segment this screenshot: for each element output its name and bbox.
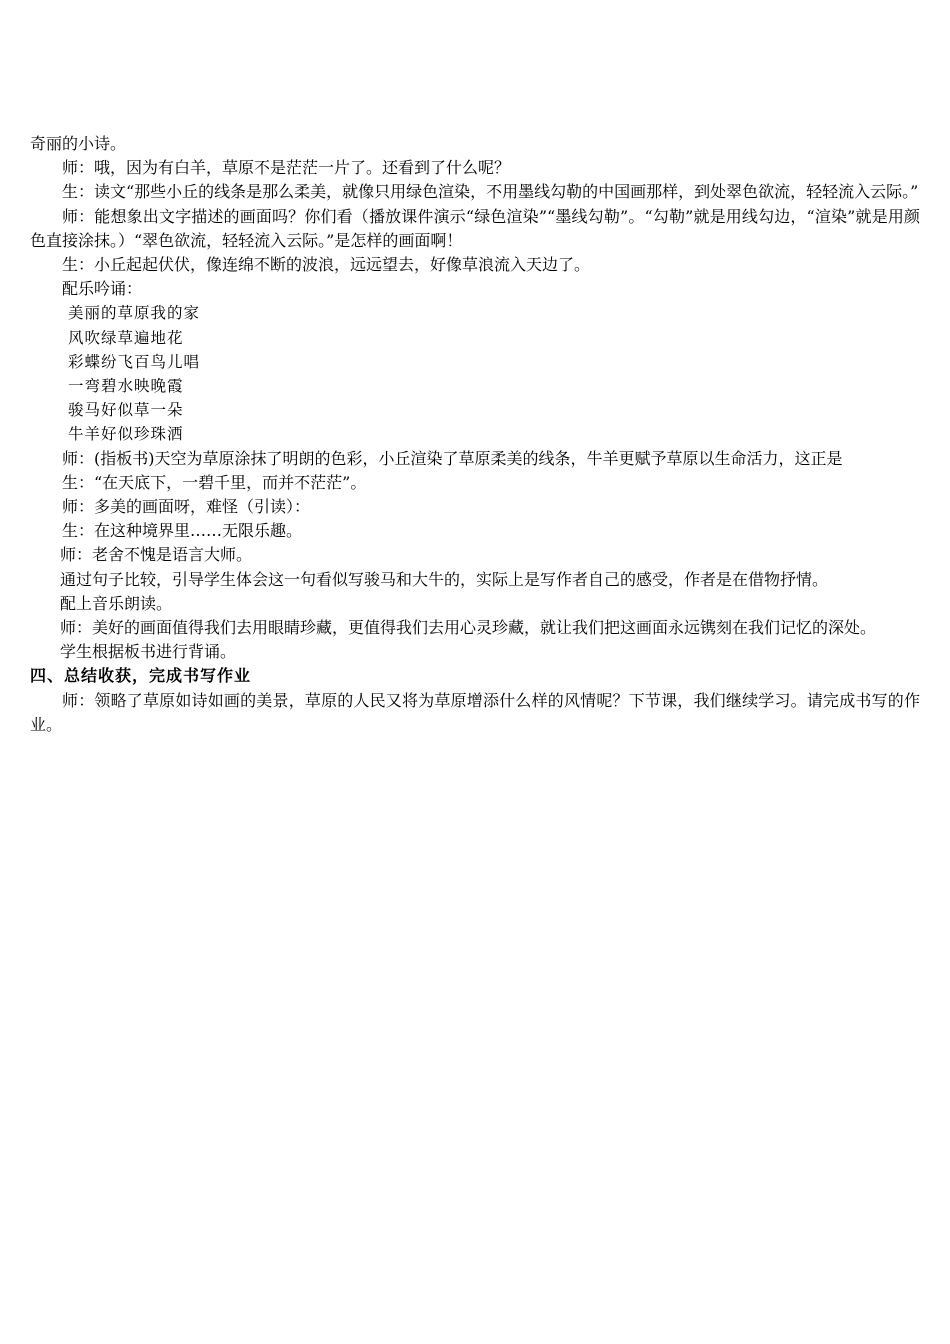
poem-line: 风吹绿草遍地花 [68,328,184,347]
paragraph: 师：(指板书)天空为草原涂抹了明朗的色彩，小丘渲染了草原柔美的线条，牛羊更赋予草原以生命活力，这正是 [62,448,843,468]
poem-line: 骏马好似草一朵 [68,401,184,420]
poem-line: 一弯碧水映晚霞 [68,377,184,396]
poem-line: 美丽的草原我的家 [68,304,201,323]
paragraph: 生：小丘起起伏伏，像连绵不断的波浪，远远望去，好像草浪流入天边了。 [62,255,591,275]
poem-line: 牛羊好似珍珠洒 [68,425,184,444]
document-page [30,132,920,737]
paragraph: 通过句子比较，引导学生体会这一句看似写骏马和大牛的，实际上是写作者自己的感受，作者是在借物抒情。 [60,569,829,589]
paragraph: 生：“在天底下，一碧千里，而并不茫茫”。 [62,472,367,492]
poem-block [30,301,920,446]
paragraph: 师：美好的画面值得我们去用眼睛珍藏，更值得我们去用心灵珍藏，就让我们把这画面永远镌刻在我们记忆的深处。 [60,618,877,638]
paragraph: 师：能想象出文字描述的画面吗？你们看（播放课件演示“绿色渲染”“墨线勾勒”。“勾勒”就是用线勾边，“渲染”就是用颜色直接涂抹。）“翠色欲流，轻轻流入云际。”是怎样的画面啊！ [30,206,920,250]
paragraph: 师：多美的画面呀，难怪（引读）： [62,497,311,517]
paragraph: 生：在这种境界里……无限乐趣。 [62,521,303,541]
paragraph: 奇丽的小诗。 [30,134,127,153]
paragraph: 师：老舍不愧是语言大师。 [60,545,253,565]
section-heading: 四、总结收获，完成书写作业 [30,666,252,686]
poem-line: 彩蝶纷飞百鸟儿唱 [68,352,201,371]
closing-paragraph: 师：领略了草原如诗如画的美景，草原的人民又将为草原增添什么样的风情呢？下节课，我们继续学习。请完成书写的作业。 [30,690,920,734]
paragraph: 生：读文“那些小丘的线条是那么柔美，就像只用绿色渲染，不用墨线勾勒的中国画那样，到处翠色欲流，轻轻流入云际。” [62,182,919,202]
paragraph: 学生根据板书进行背诵。 [60,642,237,662]
paragraph: 配上音乐朗读。 [60,593,173,613]
paragraph: 配乐吟诵： [62,279,143,299]
paragraph: 师：哦，因为有白羊，草原不是茫茫一片了。还看到了什么呢？ [62,158,511,178]
